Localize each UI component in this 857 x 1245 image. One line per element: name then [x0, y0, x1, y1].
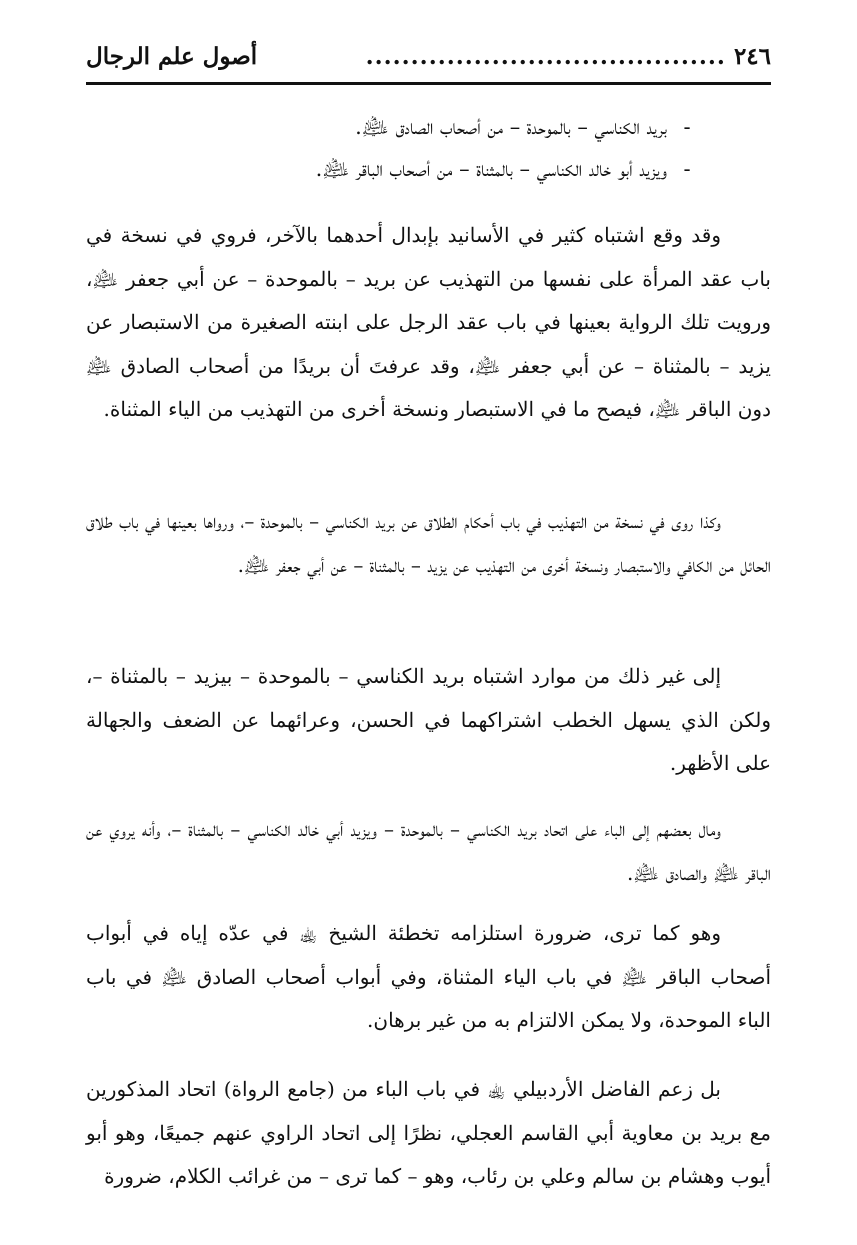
paragraph: إلى غير ذلك من موارد اشتباه بريد الكناسي – بالموحدة – بيزيد – بالمثناة –، ولكن الذي يسهل الخطب اشتراكهما في الحسن، وعرائهما عن الضعف والجهالة على الأظهر.	[86, 664, 771, 775]
list-item-text: بريد الكناسي – بالموحدة – من أصحاب الصادق ﵇.	[355, 115, 667, 139]
list-item-text: ويزيد أبو خالد الكناسي – بالمثناة – من أصحاب الباقر ﵇.	[315, 157, 667, 181]
paragraph: وقد وقع اشتباه كثير في الأسانيد بإبدال أحدهما بالآخر، فروي في نسخة في باب عقد المرأة على نفسها من التهذيب عن بريد – بالموحدة – عن أبي جعفر ﵇، ورويت تلك الرواية بعينها في باب عقد الرجل على ابنته الصغيرة من الاستبصار عن يزيد – بالمثناة – عن أبي جعفر ﵇، وقد عرفتَ أن بريدًا من أصحاب الصادق ﵇ دون الباقر ﵇، فيصح ما في الاستبصار ونسخة أخرى من التهذيب من الياء المثناة.	[86, 223, 771, 421]
header-rule	[86, 82, 771, 85]
bullet-marker: -	[683, 115, 691, 139]
running-header	[86, 36, 771, 76]
paragraph: ومال بعضهم إلى الباء على اتحاد بريد الكناسي – بالموحدة – ويزيد أبي خالد الكناسي – بالمثناة –، وأنه يروي عن الباقر ﵇ والصادق ﵇.	[86, 817, 771, 885]
list-item	[86, 106, 707, 148]
bullet-list	[86, 106, 707, 190]
paragraph: بل زعم الفاضل الأردبيلي ﵀ في باب الباء من (جامع الرواة) اتحاد المذكورين مع بريد بن معاوية أبي القاسم العجلي، نظرًا إلى اتحاد الراوي عنهم جميعًا، وهو أبو أيوب وهشام بن سالم وعلي بن رئاب، وهو – كما ترى – من غرائب الكلام، ضرورة	[86, 1077, 771, 1188]
paragraph: وهو كما ترى، ضرورة استلزامه تخطئة الشيخ ﵀ في عدّه إياه في أبواب أصحاب الباقر ﵇ في باب الياء المثناة، وفي أبواب أصحاب الصادق ﵇ في باب الباء الموحدة، ولا يمكن الالتزام به من غير برهان.	[86, 921, 771, 1032]
header-dots: ........................................	[365, 42, 726, 70]
bullet-marker: -	[683, 157, 691, 181]
list-item	[86, 148, 707, 190]
page-number: ٢٤٦	[733, 42, 771, 70]
book-title: أصول علم الرجال	[86, 42, 258, 70]
paragraph: وكذا روى في نسخة من التهذيب في باب أحكام الطلاق عن بريد الكناسي – بالموحدة –، ورواها بعينها في باب طلاق الحائل من الكافي والاستبصار ونسخة أخرى من التهذيب عن يزيد – بالمثناة – عن أبي جعفر ﵇.	[86, 509, 771, 577]
